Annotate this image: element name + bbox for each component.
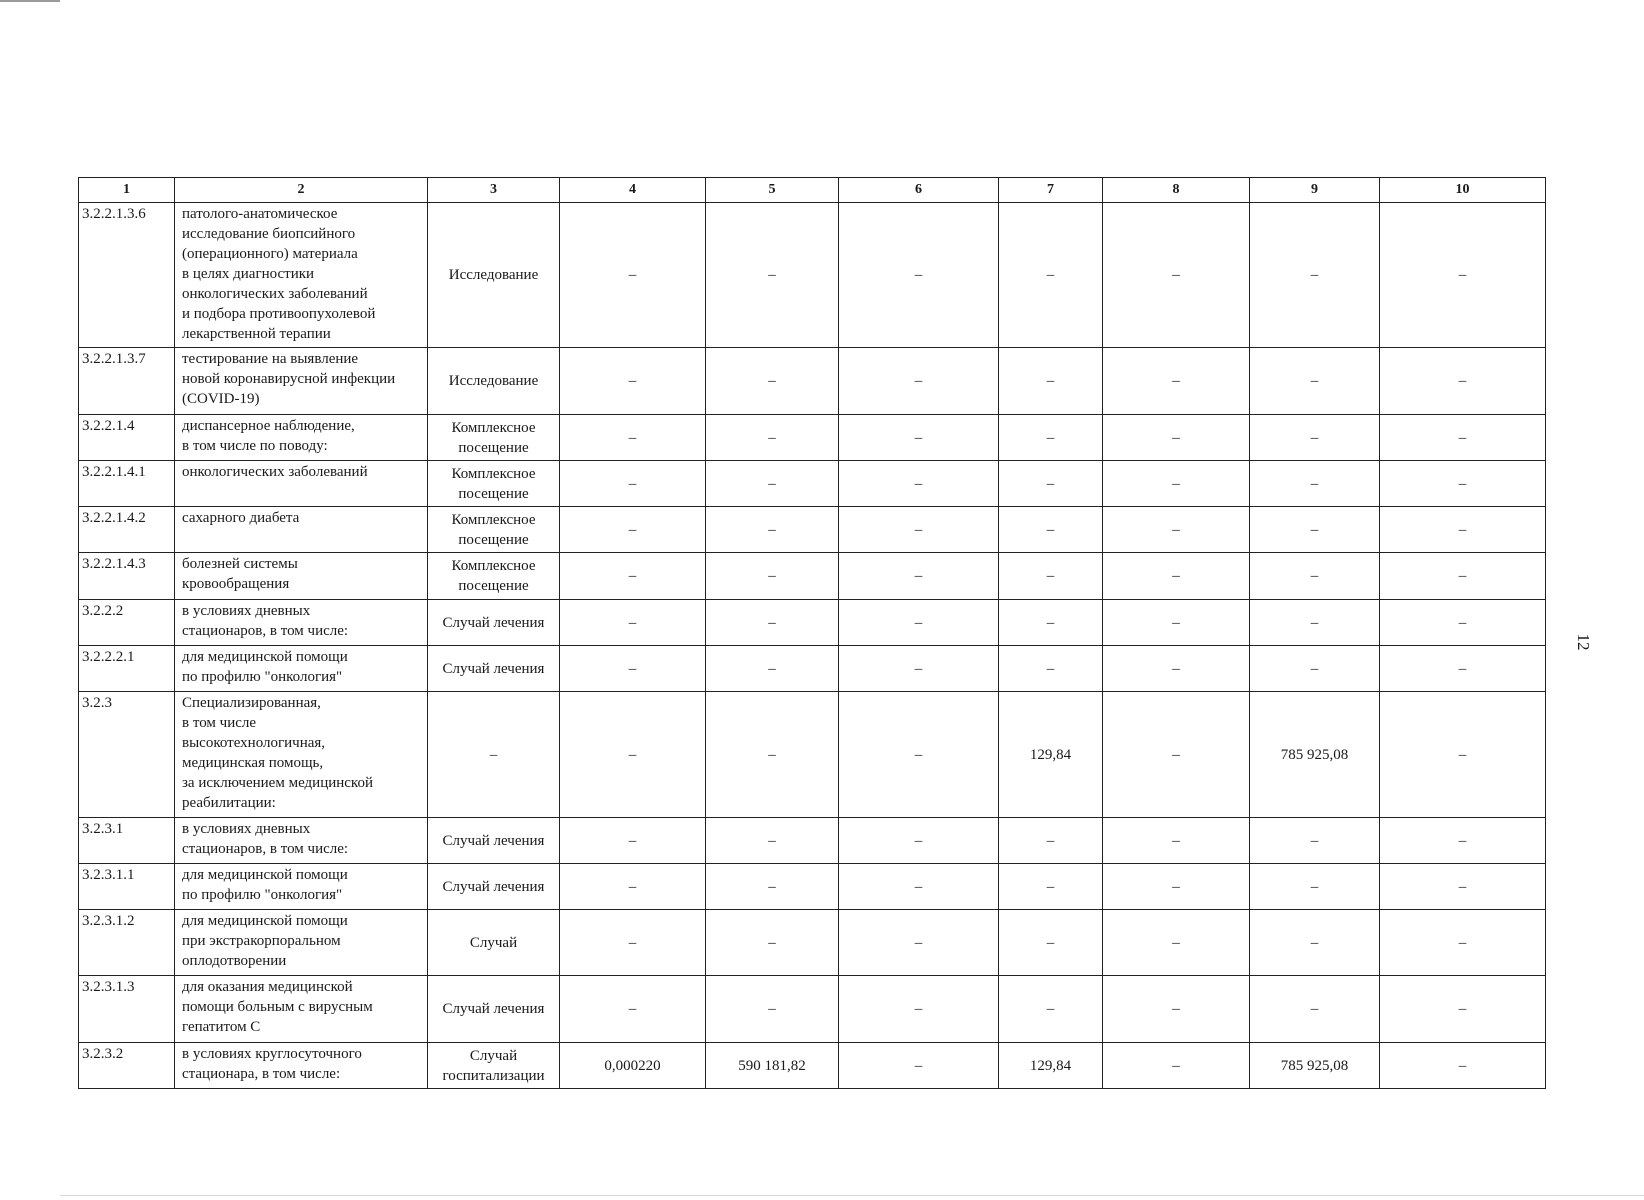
- row-unit: Комплексное посещение: [428, 415, 560, 461]
- value-cell-col10: –: [1380, 415, 1546, 461]
- row-unit: Случай госпитализации: [428, 1043, 560, 1089]
- value-cell-col10: –: [1380, 600, 1546, 646]
- row-code: 3.2.3.1: [79, 818, 175, 864]
- value-cell-col6: –: [839, 910, 999, 976]
- value-cell-col8: –: [1103, 600, 1250, 646]
- row-name: болезней системы кровообращения: [175, 553, 428, 600]
- value-cell-col6: –: [839, 600, 999, 646]
- value-cell-col7: –: [999, 348, 1103, 415]
- value-cell-col8: –: [1103, 910, 1250, 976]
- row-unit: Случай лечения: [428, 976, 560, 1043]
- value-cell-col10: –: [1380, 910, 1546, 976]
- value-cell-col6: –: [839, 976, 999, 1043]
- value-cell-col9: –: [1250, 600, 1380, 646]
- value-cell-col9: –: [1250, 976, 1380, 1043]
- value-cell-col8: –: [1103, 203, 1250, 348]
- table-row: [79, 553, 1546, 600]
- value-cell-col4: –: [560, 553, 706, 600]
- value-cell-col8: –: [1103, 1043, 1250, 1089]
- value-cell-col4: 0,000220: [560, 1043, 706, 1089]
- value-cell-col7: –: [999, 553, 1103, 600]
- column-header-1: 1: [79, 178, 175, 203]
- value-cell-col10: –: [1380, 692, 1546, 818]
- value-cell-col5: –: [706, 600, 839, 646]
- scan-edge-line: [0, 0, 60, 2]
- value-cell-col9: –: [1250, 553, 1380, 600]
- value-cell-col6: –: [839, 646, 999, 692]
- value-cell-col9: –: [1250, 910, 1380, 976]
- value-cell-col4: –: [560, 910, 706, 976]
- row-code: 3.2.2.1.4.2: [79, 507, 175, 553]
- row-name: для медицинской помощи при экстракорпоральном оплодотворении: [175, 910, 428, 976]
- data-table: [78, 177, 1546, 1089]
- value-cell-col4: –: [560, 415, 706, 461]
- value-cell-col5: –: [706, 461, 839, 507]
- value-cell-col5: –: [706, 646, 839, 692]
- value-cell-col5: –: [706, 553, 839, 600]
- value-cell-col5: –: [706, 976, 839, 1043]
- value-cell-col6: –: [839, 461, 999, 507]
- column-header-10: 10: [1380, 178, 1546, 203]
- row-name: Специализированная, в том числе высокотехнологичная, медицинская помощь, за исключением медицинской реабилитации:: [175, 692, 428, 818]
- value-cell-col6: –: [839, 415, 999, 461]
- column-header-8: 8: [1103, 178, 1250, 203]
- row-code: 3.2.2.2: [79, 600, 175, 646]
- row-code: 3.2.2.1.4: [79, 415, 175, 461]
- value-cell-col9: –: [1250, 461, 1380, 507]
- row-name: в условиях круглосуточного стационара, в том числе:: [175, 1043, 428, 1089]
- value-cell-col7: 129,84: [999, 1043, 1103, 1089]
- value-cell-col4: –: [560, 646, 706, 692]
- value-cell-col6: –: [839, 553, 999, 600]
- value-cell-col8: –: [1103, 818, 1250, 864]
- page-number: 12: [1574, 633, 1593, 651]
- table-header: [79, 178, 1546, 203]
- value-cell-col5: –: [706, 864, 839, 910]
- table-row: [79, 600, 1546, 646]
- column-header-6: 6: [839, 178, 999, 203]
- row-code: 3.2.3.1.1: [79, 864, 175, 910]
- row-name: для оказания медицинской помощи больным с вирусным гепатитом С: [175, 976, 428, 1043]
- value-cell-col4: –: [560, 461, 706, 507]
- row-code: 3.2.2.1.3.6: [79, 203, 175, 348]
- value-cell-col5: –: [706, 507, 839, 553]
- value-cell-col10: –: [1380, 818, 1546, 864]
- value-cell-col10: –: [1380, 461, 1546, 507]
- value-cell-col8: –: [1103, 646, 1250, 692]
- row-name: диспансерное наблюдение, в том числе по поводу:: [175, 415, 428, 461]
- row-code: 3.2.2.1.4.1: [79, 461, 175, 507]
- value-cell-col9: 785 925,08: [1250, 1043, 1380, 1089]
- row-unit: Комплексное посещение: [428, 553, 560, 600]
- row-name: тестирование на выявление новой коронавирусной инфекции (COVID-19): [175, 348, 428, 415]
- value-cell-col8: –: [1103, 692, 1250, 818]
- value-cell-col9: 785 925,08: [1250, 692, 1380, 818]
- value-cell-col4: –: [560, 692, 706, 818]
- value-cell-col9: –: [1250, 415, 1380, 461]
- value-cell-col7: –: [999, 910, 1103, 976]
- value-cell-col9: –: [1250, 864, 1380, 910]
- value-cell-col5: –: [706, 415, 839, 461]
- value-cell-col6: –: [839, 818, 999, 864]
- value-cell-col5: –: [706, 203, 839, 348]
- row-code: 3.2.3.1.2: [79, 910, 175, 976]
- table-row: [79, 348, 1546, 415]
- value-cell-col6: –: [839, 507, 999, 553]
- value-cell-col7: –: [999, 600, 1103, 646]
- value-cell-col5: 590 181,82: [706, 1043, 839, 1089]
- value-cell-col8: –: [1103, 976, 1250, 1043]
- table-row: [79, 1043, 1546, 1089]
- row-unit: Комплексное посещение: [428, 507, 560, 553]
- value-cell-col8: –: [1103, 415, 1250, 461]
- value-cell-col10: –: [1380, 646, 1546, 692]
- value-cell-col8: –: [1103, 507, 1250, 553]
- value-cell-col7: –: [999, 646, 1103, 692]
- table-body: [79, 203, 1546, 1089]
- value-cell-col7: –: [999, 203, 1103, 348]
- bottom-rule: [60, 1195, 1644, 1196]
- value-cell-col8: –: [1103, 553, 1250, 600]
- row-unit: Случай лечения: [428, 600, 560, 646]
- value-cell-col10: –: [1380, 553, 1546, 600]
- row-unit: Случай лечения: [428, 864, 560, 910]
- value-cell-col7: –: [999, 864, 1103, 910]
- row-code: 3.2.3: [79, 692, 175, 818]
- value-cell-col7: –: [999, 507, 1103, 553]
- row-unit: Случай: [428, 910, 560, 976]
- table-row: [79, 976, 1546, 1043]
- value-cell-col10: –: [1380, 203, 1546, 348]
- value-cell-col7: –: [999, 415, 1103, 461]
- value-cell-col10: –: [1380, 976, 1546, 1043]
- table-row: [79, 864, 1546, 910]
- row-name: сахарного диабета: [175, 507, 428, 553]
- table-row: [79, 415, 1546, 461]
- value-cell-col4: –: [560, 600, 706, 646]
- value-cell-col9: –: [1250, 507, 1380, 553]
- value-cell-col7: 129,84: [999, 692, 1103, 818]
- row-code: 3.2.3.1.3: [79, 976, 175, 1043]
- row-name: патолого-анатомическое исследование биопсийного (операционного) материала в целях диагностики онкологических заболеваний и подбора противоопухолевой лекарственной терапии: [175, 203, 428, 348]
- table-row: [79, 646, 1546, 692]
- value-cell-col9: –: [1250, 203, 1380, 348]
- column-header-5: 5: [706, 178, 839, 203]
- table-row: [79, 507, 1546, 553]
- row-unit: Комплексное посещение: [428, 461, 560, 507]
- value-cell-col10: –: [1380, 864, 1546, 910]
- value-cell-col9: –: [1250, 646, 1380, 692]
- column-header-4: 4: [560, 178, 706, 203]
- value-cell-col6: –: [839, 864, 999, 910]
- value-cell-col8: –: [1103, 864, 1250, 910]
- table-row: [79, 818, 1546, 864]
- row-unit: Исследование: [428, 203, 560, 348]
- row-unit: Исследование: [428, 348, 560, 415]
- column-header-2: 2: [175, 178, 428, 203]
- value-cell-col4: –: [560, 507, 706, 553]
- value-cell-col7: –: [999, 818, 1103, 864]
- value-cell-col7: –: [999, 461, 1103, 507]
- value-cell-col6: –: [839, 692, 999, 818]
- column-header-7: 7: [999, 178, 1103, 203]
- value-cell-col6: –: [839, 348, 999, 415]
- value-cell-col4: –: [560, 203, 706, 348]
- value-cell-col7: –: [999, 976, 1103, 1043]
- value-cell-col10: –: [1380, 507, 1546, 553]
- value-cell-col8: –: [1103, 348, 1250, 415]
- row-name: в условиях дневных стационаров, в том числе:: [175, 818, 428, 864]
- value-cell-col4: –: [560, 976, 706, 1043]
- row-name: онкологических заболеваний: [175, 461, 428, 507]
- value-cell-col8: –: [1103, 461, 1250, 507]
- value-cell-col9: –: [1250, 818, 1380, 864]
- value-cell-col5: –: [706, 348, 839, 415]
- value-cell-col6: –: [839, 1043, 999, 1089]
- value-cell-col6: –: [839, 203, 999, 348]
- table-row: [79, 461, 1546, 507]
- row-code: 3.2.2.2.1: [79, 646, 175, 692]
- row-unit: –: [428, 692, 560, 818]
- column-header-9: 9: [1250, 178, 1380, 203]
- row-name: для медицинской помощи по профилю "онкология": [175, 646, 428, 692]
- value-cell-col4: –: [560, 818, 706, 864]
- value-cell-col5: –: [706, 910, 839, 976]
- value-cell-col9: –: [1250, 348, 1380, 415]
- row-unit: Случай лечения: [428, 818, 560, 864]
- value-cell-col4: –: [560, 348, 706, 415]
- row-unit: Случай лечения: [428, 646, 560, 692]
- row-name: для медицинской помощи по профилю "онкология": [175, 864, 428, 910]
- row-code: 3.2.2.1.3.7: [79, 348, 175, 415]
- row-name: в условиях дневных стационаров, в том числе:: [175, 600, 428, 646]
- table-row: [79, 203, 1546, 348]
- value-cell-col5: –: [706, 818, 839, 864]
- row-code: 3.2.2.1.4.3: [79, 553, 175, 600]
- table-row: [79, 692, 1546, 818]
- table-row: [79, 910, 1546, 976]
- value-cell-col5: –: [706, 692, 839, 818]
- value-cell-col10: –: [1380, 1043, 1546, 1089]
- column-header-3: 3: [428, 178, 560, 203]
- header-row: [79, 178, 1546, 203]
- row-code: 3.2.3.2: [79, 1043, 175, 1089]
- value-cell-col10: –: [1380, 348, 1546, 415]
- value-cell-col4: –: [560, 864, 706, 910]
